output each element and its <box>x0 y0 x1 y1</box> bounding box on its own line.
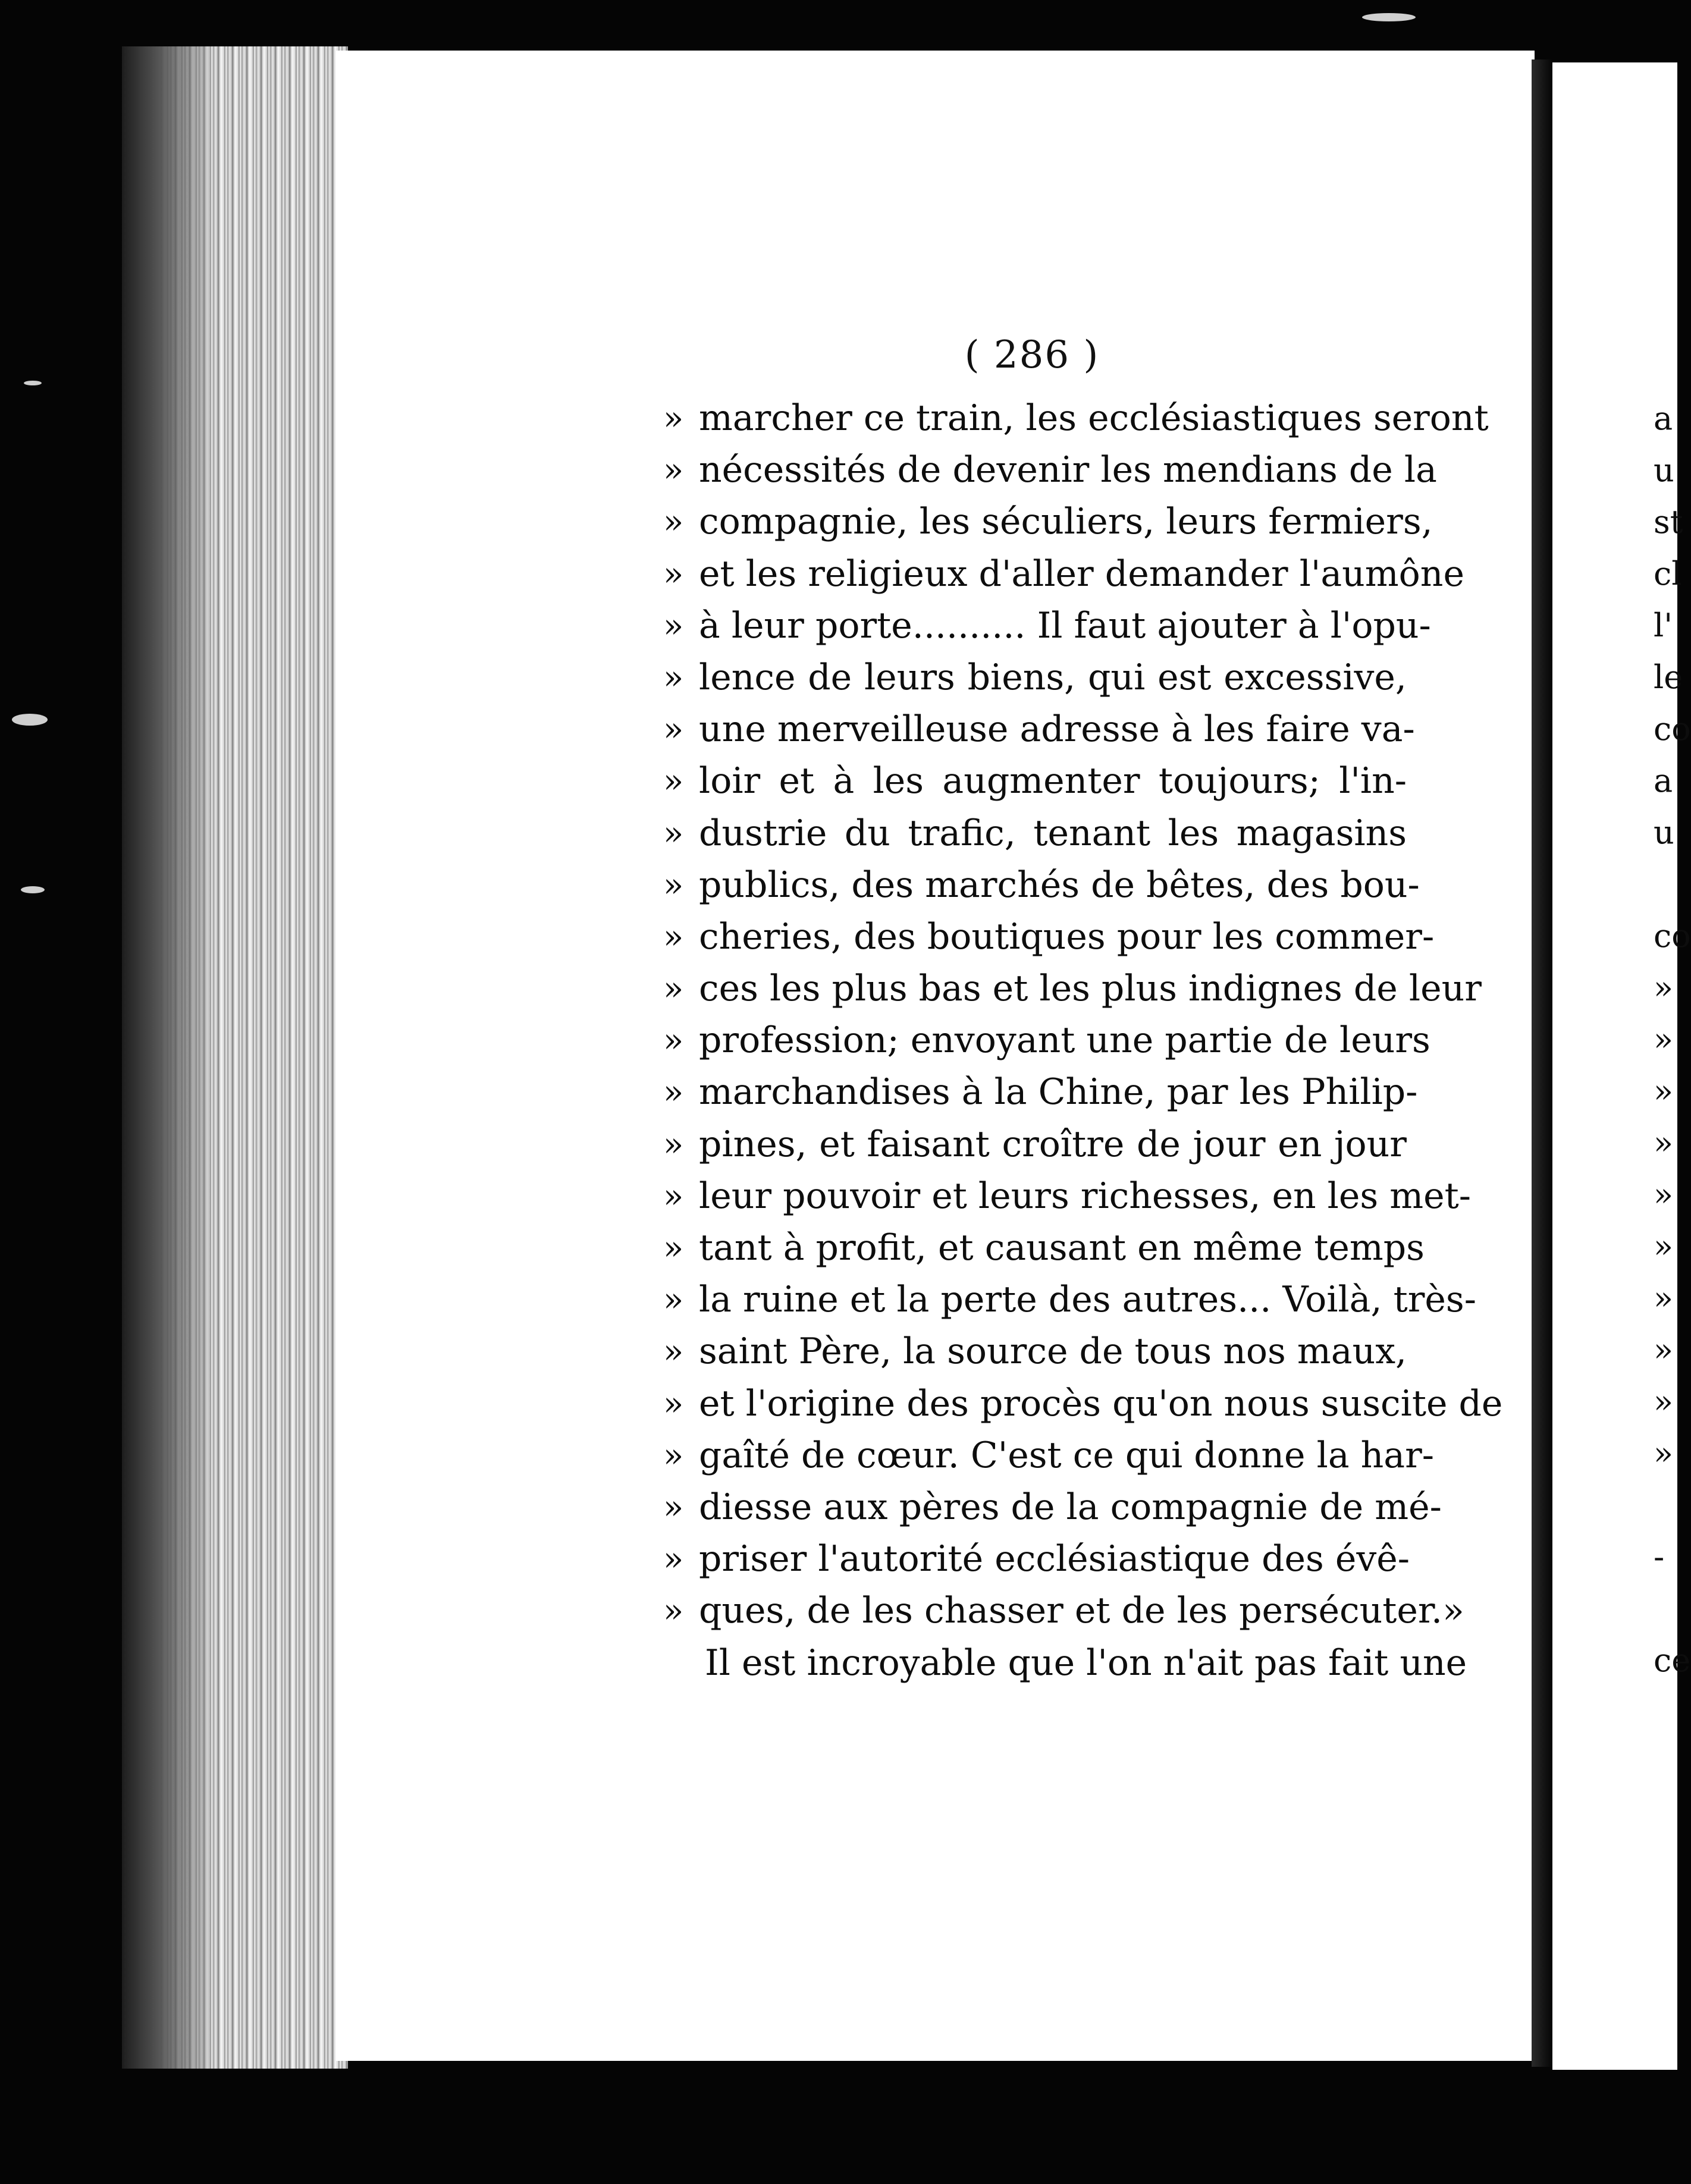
book-page-edges <box>122 46 348 2069</box>
quote-mark: » <box>663 503 684 542</box>
dust-speck <box>1362 13 1416 21</box>
facing-line-fragment <box>1654 1479 1691 1531</box>
facing-line-fragment: cl <box>1654 555 1682 592</box>
quote-mark: » <box>663 399 684 438</box>
quote-mark: » <box>663 710 684 749</box>
text-line <box>663 1637 1467 1689</box>
quote-mark: » <box>663 865 684 905</box>
quote-mark: » <box>663 917 684 956</box>
line-text: marchandises à la Chine, par les Philip- <box>699 1071 1418 1113</box>
text-line <box>663 911 1435 963</box>
facing-line-fragment: » <box>1654 1228 1674 1265</box>
facing-line-fragment: a <box>1654 762 1673 799</box>
facing-line-fragment: co <box>1654 917 1691 955</box>
text-line <box>663 1222 1425 1274</box>
facing-line-fragment: - <box>1654 1538 1665 1576</box>
facing-line-fragment: u <box>1654 814 1674 851</box>
line-text: lence de leurs biens, qui est excessive, <box>699 656 1407 698</box>
facing-line-fragment: » <box>1654 969 1674 1006</box>
text-line <box>663 444 1437 496</box>
book-gutter <box>1532 59 1552 2067</box>
facing-line-fragment: » <box>1654 1021 1674 1058</box>
text-line <box>663 755 1407 807</box>
text-line <box>663 1378 1503 1430</box>
line-text: ces les plus bas et les plus indignes de leur <box>699 968 1482 1010</box>
quote-mark: » <box>663 451 684 490</box>
text-line <box>663 1585 1464 1637</box>
line-text: marcher ce train, les ecclésiastiques seront <box>699 397 1489 439</box>
text-line <box>663 600 1431 652</box>
line-text: tant à profit, et causant en même temps <box>699 1227 1425 1269</box>
quote-mark: » <box>663 1021 684 1060</box>
quote-mark: » <box>663 1176 684 1216</box>
facing-line-fragment: » <box>1654 1383 1674 1420</box>
line-text: à leur porte.......... Il faut ajouter à l'opu- <box>699 604 1431 647</box>
facing-line-fragment: le <box>1654 658 1683 696</box>
line-text: et les religieux d'aller demander l'aumône <box>699 553 1464 595</box>
facing-line-fragment: ce <box>1654 1642 1691 1679</box>
dust-speck <box>21 886 45 893</box>
text-line <box>663 548 1464 600</box>
text-line <box>663 1533 1410 1585</box>
line-text: leur pouvoir et leurs richesses, en les met- <box>699 1175 1472 1217</box>
line-text: ques, de les chasser et de les persécuter.» <box>699 1590 1464 1632</box>
quote-mark: » <box>663 658 684 697</box>
line-text: diesse aux pères de la compagnie de mé- <box>699 1486 1442 1528</box>
quote-mark: » <box>663 1540 684 1579</box>
facing-line-fragment: » <box>1654 1176 1674 1213</box>
facing-line-fragment: » <box>1654 1124 1674 1162</box>
quote-mark: » <box>663 1488 684 1527</box>
facing-line-fragment: l' <box>1654 607 1673 644</box>
line-text: compagnie, les séculiers, leurs fermiers, <box>699 501 1433 543</box>
dust-speck <box>12 714 48 726</box>
line-text: la ruine et la perte des autres... Voilà, très- <box>699 1279 1476 1321</box>
facing-line-fragment: » <box>1654 1435 1674 1472</box>
text-line <box>663 1119 1407 1171</box>
quote-mark: » <box>663 762 684 801</box>
quote-mark: » <box>663 814 684 853</box>
text-line <box>663 1430 1435 1482</box>
text-line <box>663 808 1407 859</box>
text-line <box>663 1274 1476 1326</box>
quote-mark: » <box>663 554 684 594</box>
quote-mark: » <box>663 1281 684 1320</box>
line-text: profession; envoyant une partie de leurs <box>699 1019 1430 1062</box>
quote-mark: » <box>663 1073 684 1112</box>
quote-mark: » <box>663 1229 684 1267</box>
line-text: pines, et faisant croître de jour en jour <box>699 1123 1407 1165</box>
quote-mark: » <box>663 1332 684 1372</box>
line-text: loir et à les augmenter toujours; l'in- <box>699 760 1407 802</box>
facing-line-fragment <box>1654 1583 1691 1634</box>
line-text: cheries, des boutiques pour les commer- <box>699 915 1435 958</box>
text-line <box>663 393 1489 444</box>
quote-mark: » <box>663 969 684 1009</box>
text-line <box>663 704 1415 755</box>
facing-line-fragment: » <box>1654 1331 1674 1369</box>
text-line <box>663 496 1433 548</box>
page-text <box>663 393 1503 1689</box>
facing-line-fragment: » <box>1654 1072 1674 1110</box>
quote-mark: » <box>663 606 684 645</box>
text-line <box>663 1015 1430 1066</box>
text-line <box>663 652 1407 704</box>
line-text: saint Père, la source de tous nos maux, <box>699 1331 1407 1373</box>
quote-mark: » <box>663 1436 684 1475</box>
text-line <box>663 859 1420 911</box>
quote-mark: » <box>663 1125 684 1164</box>
facing-line-fragment: st <box>1654 503 1683 541</box>
quote-mark: » <box>663 1592 684 1631</box>
line-text: priser l'autorité ecclésiastique des évê- <box>699 1538 1410 1580</box>
facing-line-fragment: u <box>1654 451 1674 489</box>
line-text: une merveilleuse adresse à les faire va- <box>699 708 1415 751</box>
text-line <box>663 1171 1472 1222</box>
text-line <box>663 1066 1418 1118</box>
quote-mark: » <box>663 1384 684 1423</box>
line-text: et l'origine des procès qu'on nous suscite de <box>699 1382 1503 1424</box>
facing-page-text <box>1654 393 1691 1686</box>
facing-line-fragment: » <box>1654 1279 1674 1317</box>
text-line <box>663 963 1482 1015</box>
line-text: dustrie du trafic, tenant les magasins <box>699 812 1407 854</box>
line-text: Il est incroyable que l'on n'ait pas fait une <box>705 1642 1467 1684</box>
line-text: nécessités de devenir les mendians de la <box>699 449 1437 491</box>
dust-speck <box>24 381 42 385</box>
facing-line-fragment: a <box>1654 400 1673 437</box>
text-line <box>663 1326 1407 1377</box>
line-text: publics, des marchés de bêtes, des bou- <box>699 864 1420 906</box>
line-text: gaîté de cœur. C'est ce qui donne la har- <box>699 1434 1435 1476</box>
facing-line-fragment <box>1654 858 1691 910</box>
facing-line-fragment: co <box>1654 710 1691 748</box>
page-number: ( 286 ) <box>964 333 1100 377</box>
text-line <box>663 1482 1442 1533</box>
